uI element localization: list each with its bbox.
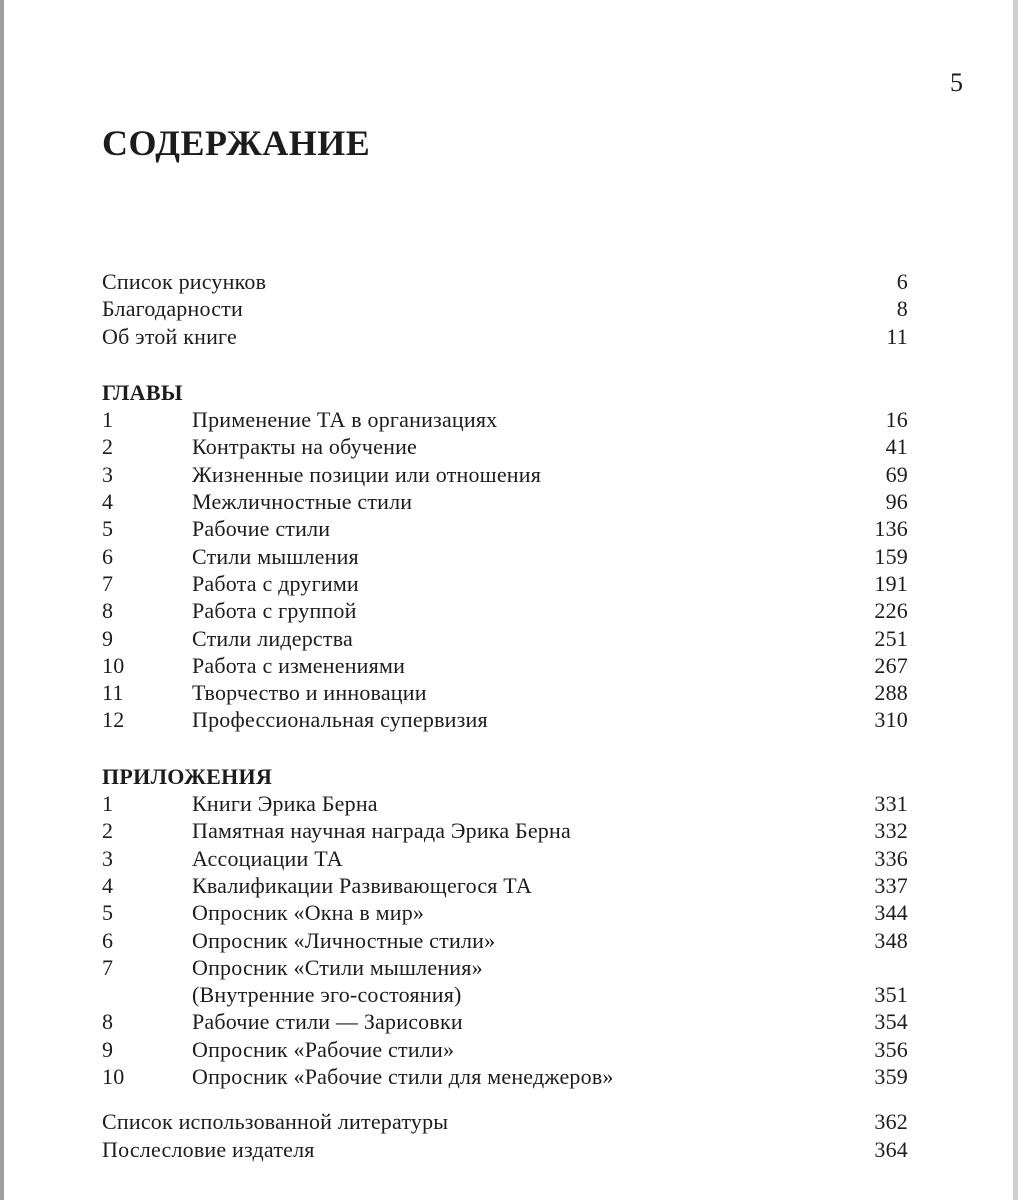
toc-entry [102,845,908,872]
chapter-number: 1 [102,407,114,433]
entry-page: 159 [874,543,908,569]
entry-page: 96 [885,489,908,515]
toc-entry [102,679,908,706]
chapter-title: Профессиональная супервизия [192,707,488,733]
appendix-number: 2 [102,818,114,844]
toc-entry [102,872,908,899]
entry-page: 337 [874,872,908,898]
chapter-number: 4 [102,489,114,515]
appendix-title: Памятная научная награда Эрика Берна [192,818,571,844]
chapter-title: Работа с группой [192,598,357,624]
appendices-section [102,763,908,1091]
toc-entry [102,1036,908,1063]
appendix-number: 1 [102,791,114,817]
entry-page: 351 [874,982,908,1008]
toc-entry [102,817,908,844]
back-matter-list [102,1108,908,1163]
entry-label: Список рисунков [102,269,267,294]
appendix-number: 9 [102,1036,114,1062]
toc-entry [102,954,908,1009]
appendix-title: Опросник «Окна в мир» [192,900,425,926]
entry-page: 16 [885,407,908,433]
chapter-title: Контракты на обучение [192,434,418,460]
chapter-number: 5 [102,516,114,542]
toc-entry [102,706,908,733]
chapter-title: Межличностные стили [192,489,413,515]
chapter-number: 8 [102,598,114,624]
chapter-title: Применение ТА в организациях [192,407,498,433]
entry-page: 348 [874,927,908,953]
appendix-title-line2: (Внутренние эго-состояния) [192,982,462,1008]
section-heading-appendices: ПРИЛОЖЕНИЯ [102,763,273,789]
toc-entry [102,570,908,597]
appendix-title: Ассоциации ТА [192,845,343,871]
page-title: СОДЕРЖАНИЕ [102,123,371,163]
entry-page: 359 [874,1064,908,1090]
chapter-number: 9 [102,625,114,651]
toc-entry [102,1136,908,1163]
entry-page: 354 [874,1009,908,1035]
entry-page: 344 [874,900,908,926]
chapter-number: 10 [102,652,125,678]
appendix-title [192,954,874,1009]
chapter-title: Работа с другими [192,570,359,596]
chapter-title: Рабочие стили [192,516,331,542]
entry-page: 331 [874,791,908,817]
appendix-number: 3 [102,845,114,871]
chapter-title: Творчество и инновации [192,680,427,706]
toc-entry [102,625,908,652]
chapter-number: 11 [102,680,124,706]
chapters-section [102,379,908,734]
scan-left-edge-shadow [0,0,4,1200]
toc-content [102,0,908,1163]
appendix-number: 6 [102,927,114,953]
entry-page: 362 [874,1109,908,1135]
appendix-number: 4 [102,872,114,898]
entry-page: 11 [886,323,908,349]
entry-label: Благодарности [102,296,243,322]
appendix-title: Опросник «Рабочие стили для менеджеров» [192,1064,614,1090]
entry-page: 191 [874,570,908,596]
toc-entry [102,597,908,624]
chapter-title: Стили лидерства [192,625,353,651]
entry-page: 136 [874,516,908,542]
entry-page: 332 [874,818,908,844]
appendix-number: 7 [102,954,114,980]
page-number: 5 [950,68,963,97]
entry-page: 69 [885,461,908,487]
entry-page: 336 [874,845,908,871]
toc-entry [102,406,908,433]
appendix-number: 8 [102,1009,114,1035]
entry-page: 226 [874,598,908,624]
entry-label: Список использованной литературы [102,1109,449,1135]
appendix-number: 10 [102,1064,125,1090]
entry-label: Об этой книге [102,323,237,349]
entry-page: 41 [885,434,908,460]
appendix-title: Квалификации Развивающегося ТА [192,872,532,898]
chapter-number: 6 [102,543,114,569]
toc-entry [102,927,908,954]
chapter-number: 2 [102,434,114,460]
entry-page: 364 [874,1136,908,1162]
entry-label: Послесловие издателя [102,1136,315,1162]
toc-entry [102,461,908,488]
toc-entry [102,488,908,515]
entry-page: 288 [874,680,908,706]
toc-entry [102,1108,908,1135]
chapter-number: 12 [102,707,125,733]
toc-entry [102,652,908,679]
toc-entry [102,899,908,926]
appendix-number: 5 [102,900,114,926]
toc-entry [102,515,908,542]
section-heading-chapters: ГЛАВЫ [102,379,183,405]
front-matter-list [102,268,908,350]
toc-entry [102,268,908,295]
chapter-title: Работа с изменениями [192,652,406,678]
scan-right-edge-shadow [1013,0,1018,1200]
appendix-title: Опросник «Рабочие стили» [192,1036,455,1062]
toc-entry [102,543,908,570]
toc-entry [102,1008,908,1035]
toc-entry [102,790,908,817]
entry-page: 251 [874,625,908,651]
toc-entry [102,323,908,350]
chapter-number: 7 [102,570,114,596]
entry-page: 267 [874,652,908,678]
toc-entry [102,1063,908,1090]
chapter-number: 3 [102,461,114,487]
appendix-title: Опросник «Личностные стили» [192,927,496,953]
entry-page: 356 [874,1036,908,1062]
chapter-title: Стили мышления [192,543,359,569]
entry-page: 6 [896,269,908,294]
toc-entry [102,433,908,460]
appendix-title: Книги Эрика Берна [192,791,378,817]
entry-page: 310 [874,707,908,733]
toc-entry [102,295,908,322]
entry-page: 8 [896,296,908,322]
chapter-title: Жизненные позиции или отношения [192,461,542,487]
appendix-title-line1: Опросник «Стили мышления» [192,954,483,980]
appendix-title: Рабочие стили — Зарисовки [192,1009,463,1035]
